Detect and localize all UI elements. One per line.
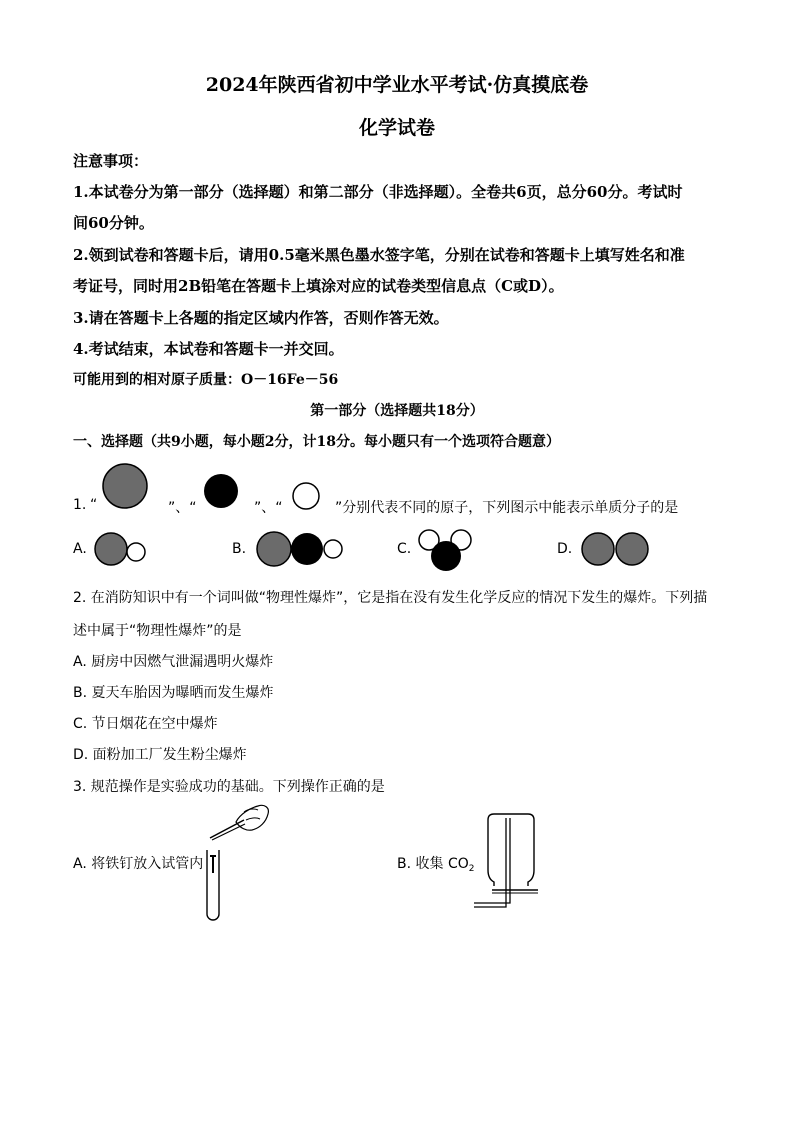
q1-open-quote: “ [90,497,98,513]
q2-option-c: C. 节日烟花在空中爆炸 [73,716,218,732]
q3-option-b-subscript: 2 [468,864,475,874]
molecule-c-icon [417,525,475,573]
q1-separator-2: ”、“ [254,500,283,516]
q2-option-a: A. 厨房中因燃气泄漏遇明火爆炸 [73,654,274,670]
notice-item-1-line-1: 1.本试卷分为第一部分（选择题）和第二部分（非选择题）。全卷共6页，总分60分。考试时 [73,183,683,201]
notice-heading: 注意事项： [73,152,149,170]
part1-heading: 第一部分（选择题共18分） [310,403,484,419]
q1-number: 1. [73,497,87,513]
molecule-d-icon [580,531,652,569]
page-title: 2024年陕西省初中学业水平考试·仿真摸底卷 [205,74,589,96]
q1-option-b-label: B. [232,541,247,557]
test-tube-iron-nail-icon [200,798,280,926]
molecule-a-icon [93,531,153,569]
q3-stem: 3. 规范操作是实验成功的基础。下列操作正确的是 [73,779,385,795]
q1-option-d-label: D. [557,541,573,557]
q1-stem: ”分别代表不同的原子，下列图示中能表示单质分子的是 [335,500,679,516]
section-heading: 一、选择题（共9小题，每小题2分，计18分。每小题只有一个选项符合题意） [73,434,560,450]
black-atom-icon [202,472,240,510]
atomic-masses: 可能用到的相对原子质量：O－16Fe－56 [73,372,339,388]
q1-option-a-label: A. [73,541,87,557]
q3-option-a: A. 将铁钉放入试管内 [73,856,204,872]
notice-item-2-line-1: 2.领到试卷和答题卡后，请用0.5毫米黑色墨水签字笔，分别在试卷和答题卡上填写姓名和准 [73,246,685,264]
notice-item-1-line-2: 间60分钟。 [73,214,154,232]
q2-option-d: D. 面粉加工厂发生粉尘爆炸 [73,747,247,763]
q3-option-b-text: B. 收集 CO [397,856,469,872]
molecule-b-icon [255,529,347,569]
page-subtitle: 化学试卷 [358,117,435,139]
q3-option-b [397,853,474,874]
white-atom-icon [291,481,321,511]
q1-option-c-label: C. [397,541,412,557]
notice-item-3: 3.请在答题卡上各题的指定区域内作答，否则作答无效。 [73,309,449,327]
notice-item-2-line-2: 考证号，同时用2B铅笔在答题卡上填涂对应的试卷类型信息点（C或D）。 [73,277,564,295]
notice-item-4: 4.考试结束，本试卷和答题卡一并交回。 [73,340,344,358]
q1-separator-1: ”、“ [168,500,197,516]
gray-atom-icon [101,462,149,510]
gas-collection-bottle-icon [470,812,542,912]
q2-stem-line-1: 2. 在消防知识中有一个词叫做“物理性爆炸”，它是指在没有发生化学反应的情况下发生的爆炸。下列描 [73,590,708,606]
q2-option-b: B. 夏天车胎因为曝晒而发生爆炸 [73,685,274,701]
q2-stem-line-2: 述中属于“物理性爆炸”的是 [73,623,242,639]
